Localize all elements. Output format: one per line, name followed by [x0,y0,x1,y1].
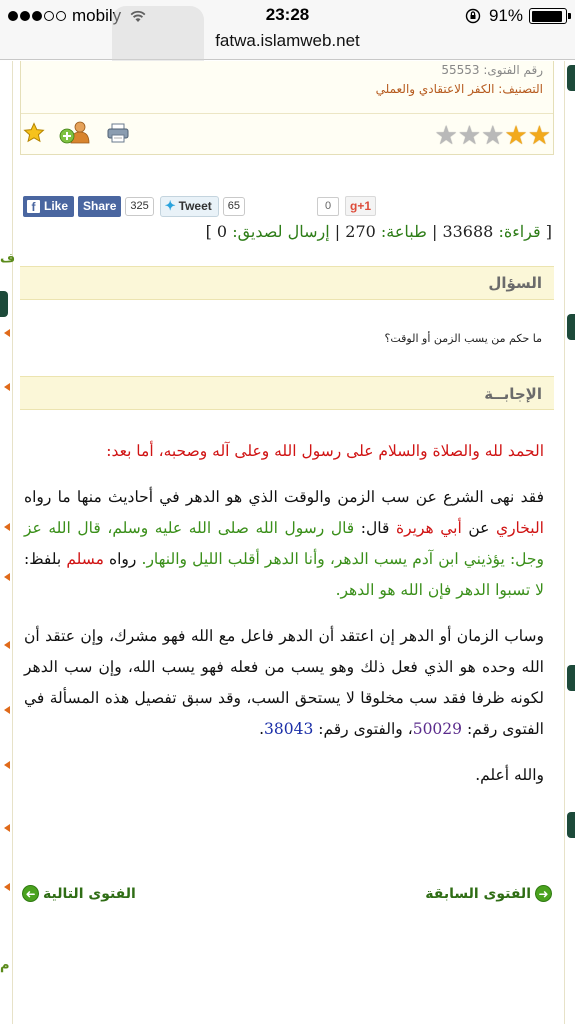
reads-label: قراءة: [498,222,541,241]
previous-fatwa-label: الفتوى السابقة [425,885,531,902]
tweet-label: Tweet [178,199,212,213]
abu-huraira-link[interactable]: أبي هريرة [395,519,462,537]
print-icon[interactable] [107,123,129,143]
right-edge-tab[interactable] [567,665,575,691]
next-fatwa-label: الفتوى التالية [43,885,136,902]
gplus-button[interactable]: g+1 [345,196,376,216]
right-edge-tab[interactable] [567,65,575,91]
print-label: طباعة: [380,222,427,241]
print-value: 270 [345,222,376,241]
fatwa-link[interactable]: 50029 [412,720,463,738]
bullet-arrow-icon [4,824,10,832]
bullet-arrow-icon [4,761,10,769]
fatwa-tools [23,121,129,145]
facebook-share-count: 325 [125,197,153,216]
right-edge-tab[interactable] [567,314,575,340]
answer-body [24,436,544,806]
arrow-right-icon: ➜ [535,885,552,902]
social-share-bar [23,195,376,217]
rating-star-empty-icon[interactable]: ★ [457,121,482,151]
rating-stars[interactable] [434,123,551,149]
bullet-arrow-icon [4,329,10,337]
answer-text: وساب الزمان أو الدهر إن اعتقد أن الدهر فاعل مع الله فهو مشرك، وإن عتقد أن الله وحده هو الذي فعل ذلك وهو يسب من فعله فهو يسب الله، وإن سب الدهر لكونه ظرفا فقد سب مخلوقا لا يستحق السب، وقد سبق تفصيل هذه المسألة في الفتوى رقم: [24,627,544,738]
browser-chrome [0,0,575,60]
bullet-arrow-icon [4,573,10,581]
rating-star-empty-icon[interactable]: ★ [434,121,458,151]
answer-paragraph-2 [24,621,544,745]
left-edge-tab[interactable] [0,291,8,317]
question-header [20,266,554,300]
fatwa-info-box [20,61,554,155]
facebook-like-label: Like [44,199,69,213]
next-fatwa-link[interactable] [22,885,136,902]
rating-star-empty-icon[interactable]: ★ [481,121,505,151]
fatwa-navigation [20,885,554,909]
bullet-arrow-icon [4,523,10,531]
divider [21,113,553,114]
left-edge-letter: م [0,958,10,973]
clock: 23:28 [265,5,310,24]
star-icon[interactable] [23,122,45,144]
answer-text: بلفظ: [24,550,67,568]
add-user-icon[interactable] [59,121,93,145]
answer-text: قال: [354,519,396,537]
arrow-left-icon: ➜ [22,885,39,902]
gplus-count: 0 [317,197,339,216]
tweet-count: 65 [223,197,245,216]
stats-close-bracket: ] [205,222,212,241]
battery-percent: 91% [488,6,523,25]
previous-fatwa-link[interactable] [425,885,552,902]
send-to-friend-label[interactable]: إرسال لصديق: [232,222,330,241]
bullet-arrow-icon [4,883,10,891]
answer-text: . [259,720,264,738]
right-sidebar-edge [564,61,575,1024]
question-title: السؤال [488,274,542,292]
bullet-arrow-icon [4,706,10,714]
answer-header [20,376,554,410]
twitter-bird-icon: ✦ [164,198,176,213]
rating-star-filled-icon[interactable]: ★ [527,121,551,151]
address-bar[interactable]: fatwa.islamweb.net [215,31,360,50]
answer-closing: والله أعلم. [475,766,544,784]
answer-text: رواه [103,550,142,568]
left-edge-letter: ف [0,251,16,266]
answer-title: الإجابــة [484,385,542,403]
muslim-link[interactable]: مسلم [66,550,104,568]
stats-separator: | [431,222,438,241]
facebook-share-label: Share [83,199,117,213]
rating-star-filled-icon[interactable]: ★ [504,121,528,151]
fatwa-link[interactable]: 38043 [264,720,314,738]
stats-open-bracket: [ [545,222,552,241]
answer-text: فقد نهى الشرع عن سب الزمن والوقت الذي هو الدهر في أحاديث منها ما رواه [24,488,544,506]
answer-text: عن [461,519,496,537]
answer-intro: الحمد لله والصلاة والسلام على رسول الله وعلى آله وصحبه، أما بعد: [106,442,544,460]
left-sidebar-edge [0,61,16,1024]
battery-icon [529,8,567,24]
bukhari-link[interactable]: البخاري [495,519,544,537]
reads-value: 33688 [442,222,494,241]
hadith-quote: قال رسول الله صلى الله عليه وسلم، قال الله عز وجل: يؤذيني ابن آدم يسب الدهر، وأنا الدهر أقلب الليل والنهار. [24,519,544,568]
answer-paragraph-1 [24,482,544,606]
question-text: ما حكم من يسب الزمن أو الوقت؟ [384,332,542,345]
battery-fill [532,11,562,22]
tweet-button[interactable] [160,196,219,217]
fatwa-category[interactable]: التصنيف: الكفر الاعتقادي والعملي [375,82,543,96]
status-right [465,6,567,26]
send-to-friend-value: 0 [216,222,228,241]
answer-text: ، والفتوى رقم: [313,720,413,738]
fatwa-stats [206,222,552,241]
hadith-quote: لا تسبوا الدهر فإن الله هو الدهر. [335,581,544,599]
right-edge-tab[interactable] [567,812,575,838]
carrier-name: mobily [72,6,122,25]
facebook-icon: f [27,200,40,213]
rotation-lock-icon [465,8,481,24]
facebook-share-button[interactable] [78,196,121,217]
stats-separator: | [334,222,341,241]
bullet-arrow-icon [4,641,10,649]
facebook-like-button[interactable] [23,196,74,217]
bullet-arrow-icon [4,383,10,391]
fatwa-number: رقم الفتوى: 55553 [441,63,543,77]
